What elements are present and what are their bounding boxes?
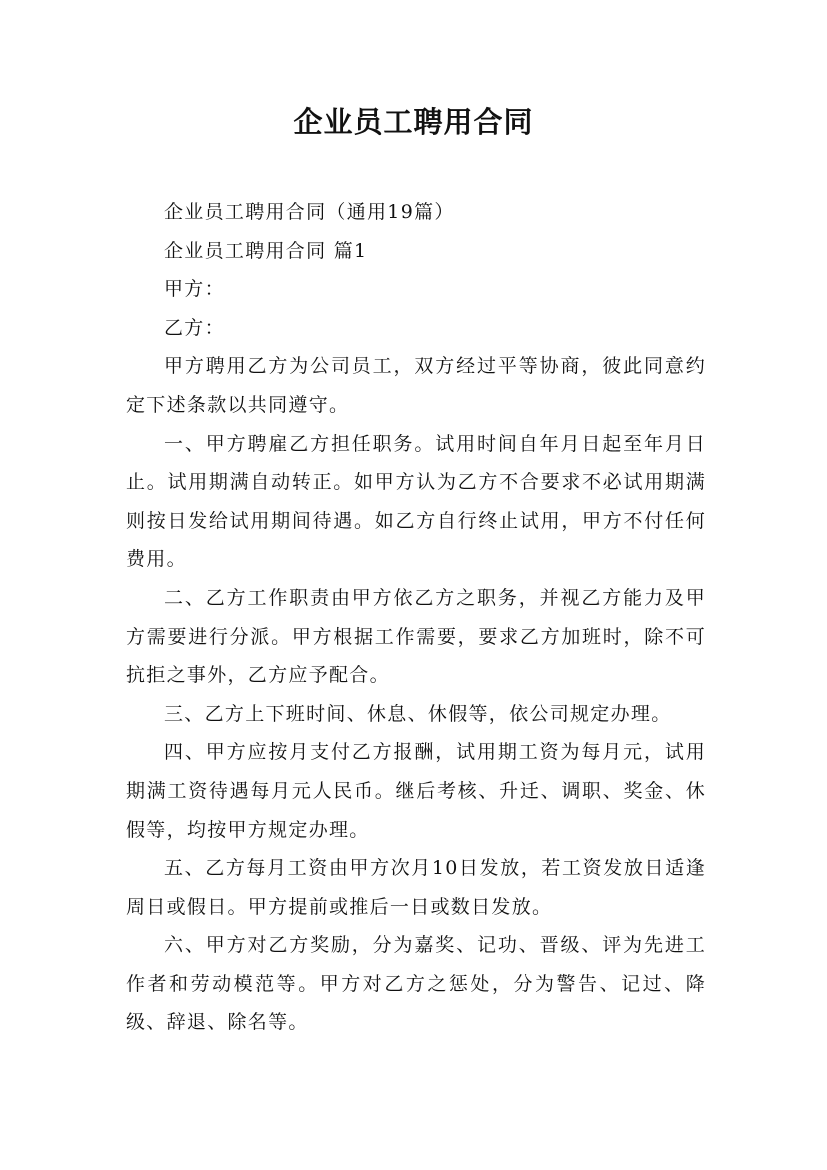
document-body [126, 193, 706, 1042]
clause-2: 二、乙方工作职责由甲方依乙方之职务，并视乙方能力及甲方需要进行分派。甲方根据工作需要，要求乙方加班时，除不可抗拒之事外，乙方应予配合。 [126, 586, 706, 687]
party-b-line: 乙方： [164, 316, 225, 339]
clause-3: 三、乙方上下班时间、休息、休假等，依公司规定办理。 [164, 702, 672, 725]
clause-1: 一、甲方聘雇乙方担任职务。试用时间自年月日起至年月日止。试用期满自动转正。如甲方认为乙方不合要求不必试用期满则按日发给试用期间待遇。如乙方自行终止试用，甲方不付任何费用。 [126, 432, 706, 571]
subtitle-line: 企业员工聘用合同（通用19篇） [164, 201, 455, 223]
intro-paragraph: 甲方聘用乙方为公司员工，双方经过平等协商，彼此同意约定下述条款以共同遵守。 [126, 355, 706, 416]
clause-5: 五、乙方每月工资由甲方次月10日发放，若工资发放日适逢周日或假日。甲方提前或推后一日或数日发放。 [126, 857, 706, 918]
clause-6: 六、甲方对乙方奖励，分为嘉奖、记功、晋级、评为先进工作者和劳动模范等。甲方对乙方之惩处，分为警告、记过、降级、辞退、除名等。 [126, 934, 706, 1034]
section-heading: 企业员工聘用合同 篇1 [164, 239, 368, 262]
clause-4: 四、甲方应按月支付乙方报酬，试用期工资为每月元，试用期满工资待遇每月元人民币。继后考核、升迁、调职、奖金、休假等，均按甲方规定办理。 [126, 741, 706, 841]
party-a-line: 甲方： [164, 278, 225, 301]
document-title: 企业员工聘用合同 [293, 105, 534, 139]
